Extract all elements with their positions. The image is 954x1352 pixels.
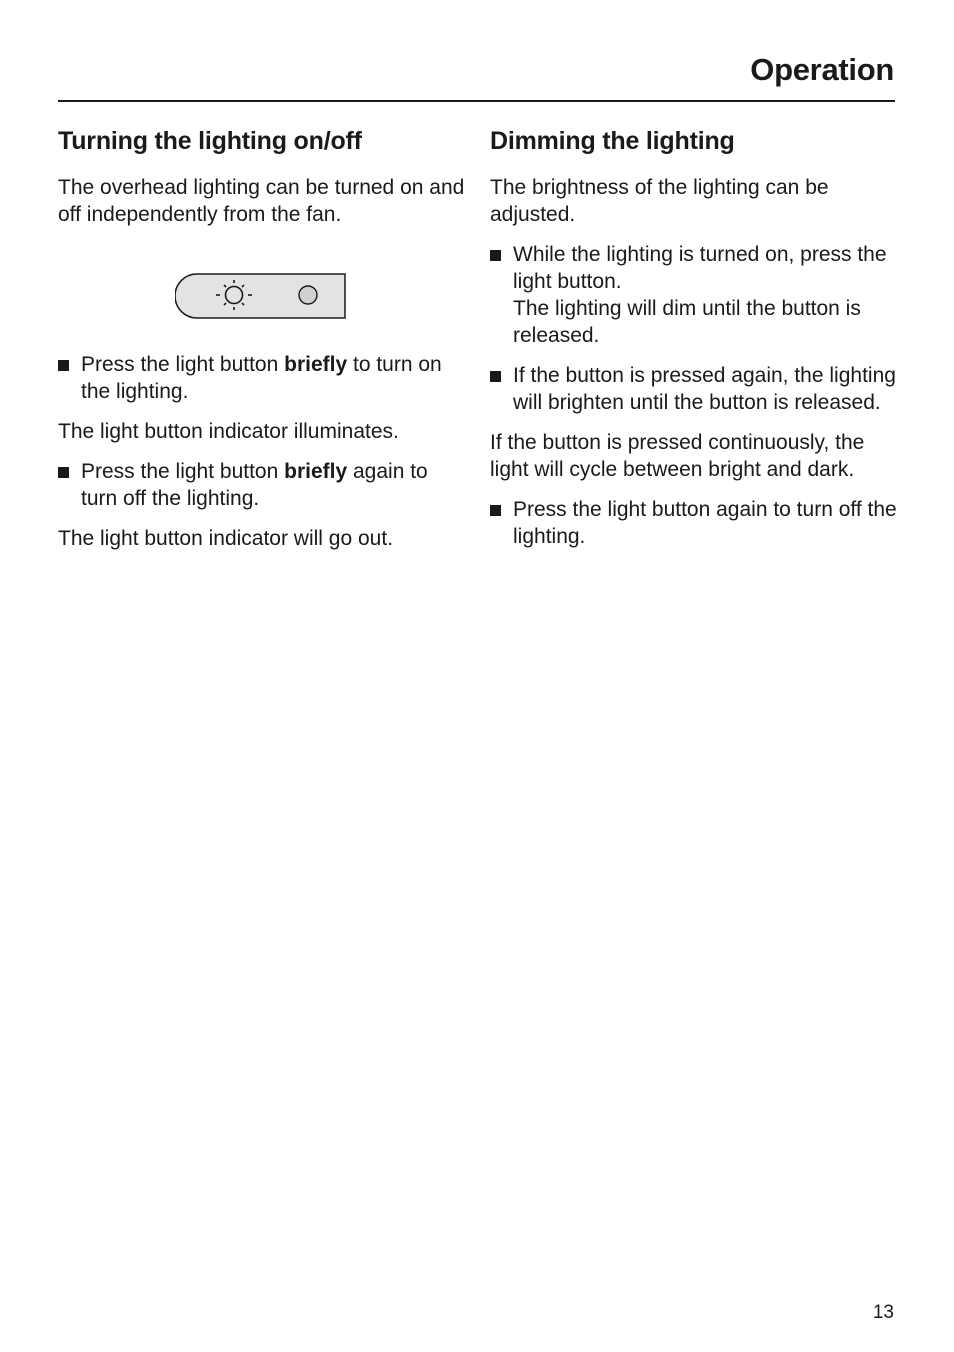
section-heading: Dimming the lighting bbox=[490, 127, 735, 155]
list-item: While the lighting is turned on, press the light button. The lighting will dim until the button is released. bbox=[490, 241, 900, 349]
result-note: The light button indicator illuminates. bbox=[58, 420, 399, 443]
section-turning-on-off bbox=[58, 124, 468, 565]
section-heading: Turning the lighting on/off bbox=[58, 127, 362, 155]
button-panel bbox=[175, 274, 345, 318]
list-item: Press the light button again to turn off the lighting. bbox=[490, 496, 900, 550]
body-paragraph: If the button is pressed continuously, the light will cycle between bright and dark. bbox=[490, 431, 865, 481]
list-item: Press the light button briefly to turn on the lighting. bbox=[58, 351, 468, 405]
page-title: Operation bbox=[750, 52, 894, 87]
page-number: 13 bbox=[872, 1302, 894, 1323]
list-item: If the button is pressed again, the lighting will brighten until the button is released. bbox=[490, 362, 900, 416]
title-rule bbox=[58, 100, 895, 102]
intro-paragraph: The overhead lighting can be turned on and off independently from the fan. bbox=[58, 176, 465, 226]
list-item: Press the light button briefly again to turn off the lighting. bbox=[58, 458, 468, 512]
section-dimming bbox=[490, 124, 900, 563]
result-note: The light button indicator will go out. bbox=[58, 527, 394, 550]
light-button-illustration bbox=[175, 273, 347, 319]
intro-paragraph: The brightness of the lighting can be adjusted. bbox=[490, 176, 829, 226]
indicator-lamp bbox=[299, 286, 317, 304]
